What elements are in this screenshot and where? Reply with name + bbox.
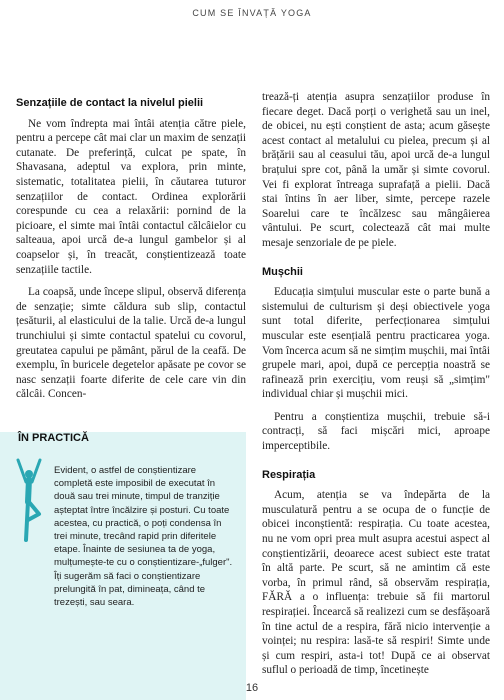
paragraph: Acum, atenția se va îndepărta de la musculatură pentru a se ocupa de o funcție de obicei inconștientă: respirația. Cu toate acestea, nu ne vom opri prea mult asupra acestui aspect al conștientizării, deoarece acest subiect este tratat în altă parte. Pe scurt, să ne amintim că este vorba, în primul rând, să observăm respirația, FĂRĂ a o influența: trebuie să fii martorul respirației. Încearcă să realizezi cum se desfășoară în tine actul de a respira, fără nicio intervenție a voinței; nu respira: lasă-te să respiri! Simte unde și cum respiri, asta-i tot! După ce ai observat suflul o perioadă de timp, încetinește bbox=[262, 489, 490, 677]
paragraph: trează-ți atenția asupra senzațiilor produse în fiecare deget. Dacă porți o verighetă sau un inel, de obicei, nu ești conștient de asta; acum găsește acest contact al metalului cu pielea, precum și al brățării sau al ceasului tău, apoi urcă de-a lungul brațului spre cot, până la umăr și simte covorul. Vei fi explorat întreaga suprafață a pielii. Dacă stai întins în aer liber, simte, percepe razele Soarelui care te încălzesc sau mângâierea vântului. Pe scurt, colectează cât mai multe mesaje senzoriale de pe piele. bbox=[262, 91, 490, 249]
right-column bbox=[262, 90, 490, 686]
running-header: CUM SE ÎNVAȚĂ YOGA bbox=[192, 8, 312, 18]
practice-box bbox=[0, 432, 246, 700]
left-column bbox=[16, 96, 246, 410]
paragraph: Educația simțului muscular este o parte bună a sistemului de culturism și deși obiectivele yoga sunt total diferite, perfecționarea simțului muscular este esențială pentru practicarea yoga. Vom încerca acum să ne simțim mușchii, mai întâi grupele mari, apoi, după ce percepția noastră se rafinează prin exercițiu, vom reuși să „simțim" individual chiar și mușchii mici. bbox=[262, 286, 490, 401]
yoga-pose-icon bbox=[14, 454, 44, 544]
page-number: 16 bbox=[245, 682, 259, 694]
section-heading-muscles: Mușchii bbox=[262, 265, 303, 278]
paragraph: La coapsă, unde începe slipul, observă diferența de senzație; simte căldura sub slip, contactul țesăturii, al elasticului de la talie. Urcă de-a lungul trunchiului și simte contactul spatelui cu covorul, greutatea capului pe pământ, părul de la ceafă. De exemplu, în buricele degetelor apăsate pe covor se nasc senzații foarte diferite de cele care vin din călcâi. Concen- bbox=[16, 286, 246, 401]
section-heading-breathing: Respirația bbox=[262, 468, 316, 481]
practice-title: ÎN PRACTICĂ bbox=[18, 432, 89, 444]
practice-text: Evident, o astfel de conștientizare completă este imposibil de executat în două sau trei minute, timpul de tranziție așteptat între încălzire și posturi. Cu toate acestea, cu practică, o poți condensa în trei minute, trecând rapid prin diferitele etape. Înainte de sesiunea ta de yoga, mulțumește-te cu o conștientizare-„fulger". Îți sugerăm să faci o conștientizare prelungită în pat, dimineața, când te trezești, sau seara. bbox=[54, 465, 233, 609]
paragraph: Ne vom îndrepta mai întâi atenția către piele, pentru a percepe cât mai clar un maxim de senzații cutanate. De preferință, culcat pe spate, în Shavasana, adeptul va explora, prin minte, sistematic, totalitatea pielii, în căutarea tuturor senzațiilor de contact. Ordinea explorării corespunde cu cea a relaxării: pornind de la picioare, el simte mai întâi contactul călcâielor cu salteaua, apoi urcă de-a lungul gambelor și al coapselor și, în treacăt, conștientizează toate senzațiile tactile. bbox=[16, 117, 246, 276]
paragraph: Pentru a conștientiza mușchii, trebuie să-i contracți, să faci mișcări mici, aproape imperceptibile. bbox=[262, 410, 490, 453]
section-heading-skin: Senzațiile de contact la nivelul pielii bbox=[16, 97, 204, 109]
